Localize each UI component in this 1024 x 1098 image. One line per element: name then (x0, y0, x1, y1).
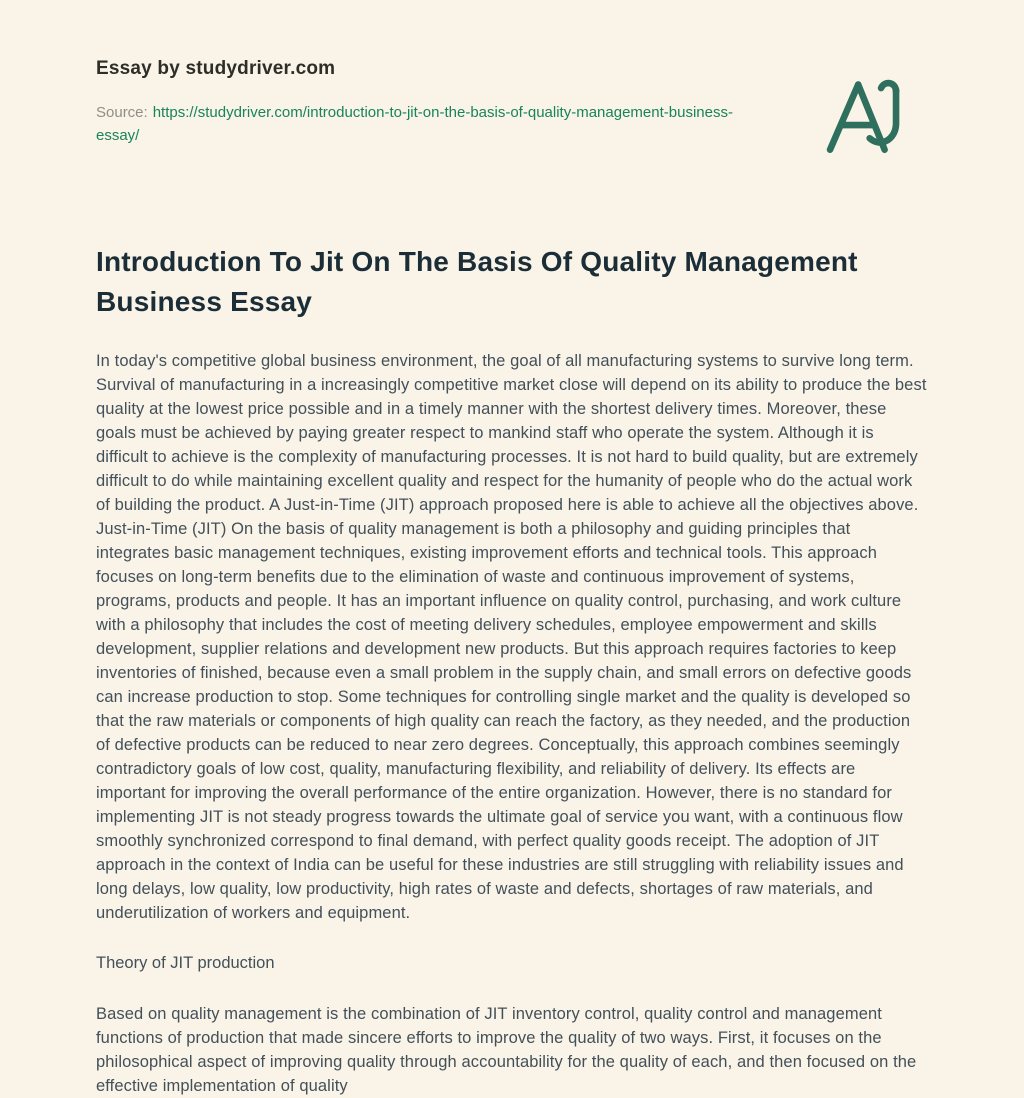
essay-paragraph-2: Based on quality management is the combination of JIT inventory control, quality control and management functions of production that made sincere efforts to improve the quality of two ways. First, it focuses on the philosophical aspect of improving quality through accountability for the quality of each, and then focused on the effective implementation of quality (96, 1005, 917, 1095)
essay-paragraph-1: In today's competitive global business environment, the goal of all manufacturing systems to survive long term. Survival of manufacturing in a increasingly competitive market close will depend on its ability to produce the best quality at the lowest price possible and in a timely manner with the shortest delivery times. Moreover, these goals must be achieved by paying greater respect to mankind staff who operate the system. Although it is difficult to achieve is the complexity of manufacturing processes. It is not hard to build quality, but are extremely difficult to do while maintaining excellent quality and respect for the humanity of people who do the actual work of building the product. A Just-in-Time (JIT) approach proposed here is able to achieve all the objectives above. Just-in-Time (JIT) On the basis of quality management is both a philosophy and guiding principles that integrates basic management techniques, existing improvement efforts and technical tools. This approach focuses on long-term benefits due to the elimination of waste and continuous improvement of systems, programs, products and people. It has an important influence on quality control, purchasing, and work culture with a philosophy that includes the cost of meeting delivery schedules, employee empowerment and skills development, supplier relations and development new products. But this approach requires factories to keep inventories of finished, because even a small problem in the supply chain, and small errors on defective goods can increase production to stop. Some techniques for controlling single market and the quality is developed so that the raw materials or components of high quality can reach the factory, as they needed, and the production of defective products can be reduced to near zero degrees. Conceptually, this approach combines seemingly contradictory goals of low cost, quality, manufacturing flexibility, and reliability of delivery. Its effects are important for improving the overall performance of the entire organization. However, there is no standard for implementing JIT is not steady progress towards the ultimate goal of service you want, with a continuous flow smoothly synchronized correspond to final demand, with perfect quality goods receipt. The adoption of JIT approach in the context of India can be useful for these industries are still struggling with reliability issues and long delays, low quality, low productivity, high rates of waste and defects, shortages of raw materials, and underutilization of workers and equipment. (96, 352, 927, 922)
source-link[interactable]: https://studydriver.com/introduction-to-jit-on-the-basis-of-quality-management-business-essay/ (96, 104, 733, 144)
source-label: Source: (96, 104, 148, 121)
essay-title: Introduction To Jit On The Basis Of Quality Management Business Essay (96, 246, 858, 317)
section-heading: Theory of JIT production (96, 954, 275, 972)
byline: Essay by studydriver.com (96, 58, 336, 79)
source-line (96, 101, 768, 147)
studydriver-logo-icon (823, 74, 911, 162)
